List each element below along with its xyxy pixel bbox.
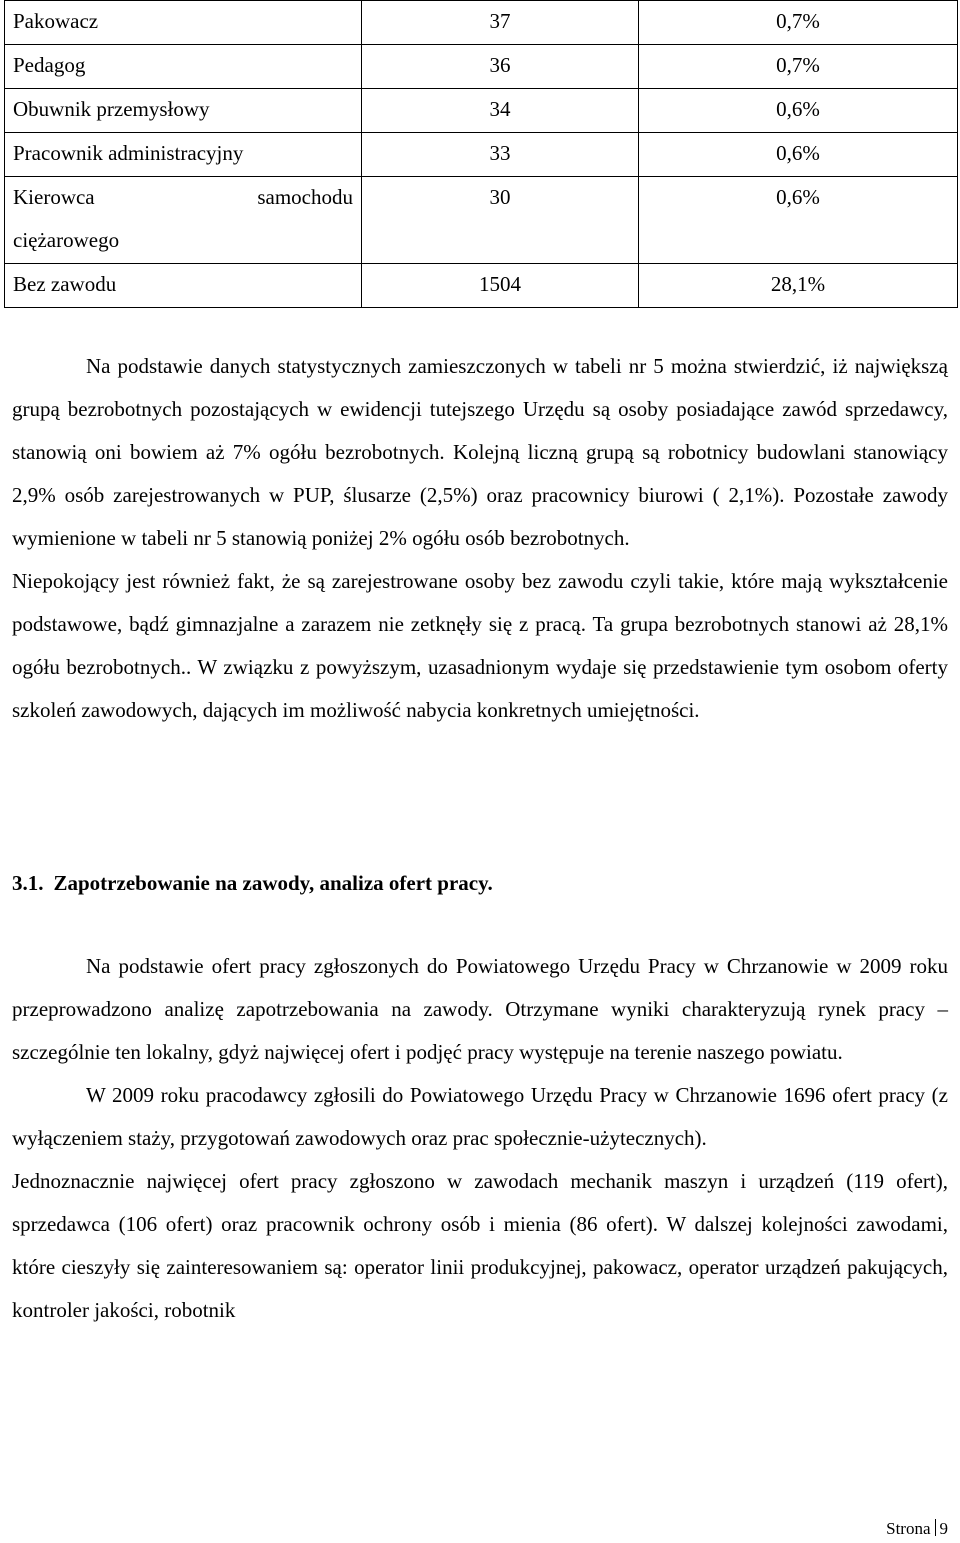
page-label: Strona [886, 1519, 931, 1538]
paragraph: Na podstawie danych statystycznych zamieszczonych w tabeli nr 5 można stwierdzić, iż największą grupą bezrobotnych pozostających w ewidencji tutejszego Urzędu są osoby posiadające zawód sprzedawcy, stanowią oni bowiem aż 7% ogółu bezrobotnych. Kolejną liczną grupą są robotnicy budowlani stanowiący 2,9% osób zarejestrowanych w PUP, ślusarze (2,5%) oraz pracownicy biurowi ( 2,1%). Pozostałe zawody wymienione w tabeli nr 5 stanowią poniżej 2% ogółu osób bezrobotnych. [12, 354, 948, 550]
paragraph: Jednoznacznie najwięcej ofert pracy zgłoszono w zawodach mechanik maszyn i urządzeń (119 ofert), sprzedawca (106 ofert) oraz pracownik ochrony osób i mienia (86 ofert). W dalszej kolejności zawodami, które cieszyły się zainteresowaniem są: operator linii produkcyjnej, pakowacz, operator urządzeń pakujących, kontroler jakości, robotnik [12, 1169, 948, 1322]
occupation-name: Obuwnik przemysłowy [5, 89, 362, 133]
table-row [5, 1, 958, 45]
occupation-percent: 28,1% [639, 264, 958, 308]
table-row [5, 133, 958, 177]
occupation-percent: 0,7% [639, 1, 958, 45]
section-number: 3.1. [12, 871, 44, 895]
occupation-percent: 0,7% [639, 45, 958, 89]
occupation-percent: 0,6% [639, 89, 958, 133]
occupation-table [4, 0, 958, 308]
footer-separator [935, 1519, 936, 1536]
occupation-count: 33 [362, 133, 639, 177]
occupation-name: Pakowacz [5, 1, 362, 45]
occupation-name: Pracownik administracyjny [5, 133, 362, 177]
page-number: 9 [939, 1519, 948, 1538]
occupation-count: 30 [362, 177, 639, 264]
occupation-name: Pedagog [5, 45, 362, 89]
paragraph: Na podstawie ofert pracy zgłoszonych do Powiatowego Urzędu Pracy w Chrzanowie w 2009 roku przeprowadzono analizę zapotrzebowania na zawody. Otrzymane wyniki charakteryzują rynek pracy – szczególnie ten lokalny, gdyż najwięcej ofert i podjęć pracy występuje na terenie naszego powiatu. [12, 954, 948, 1064]
table-row [5, 45, 958, 89]
occupation-name: Kierowca samochodu ciężarowego [5, 177, 362, 264]
page-footer [886, 1519, 948, 1539]
paragraph: Niepokojący jest również fakt, że są zarejestrowane osoby bez zawodu czyli takie, które mają wykształcenie podstawowe, bądź gimnazjalne a zarazem nie zetknęły się z pracą. Ta grupa bezrobotnych stanowi aż 28,1% ogółu bezrobotnych.. W związku z powyższym, uzasadnionym wydaje się przedstawienie tym osobom oferty szkoleń zawodowych, dających im możliwość nabycia konkretnych umiejętności. [12, 569, 948, 722]
occupation-percent: 0,6% [639, 133, 958, 177]
section-heading [12, 862, 493, 905]
table-row [5, 89, 958, 133]
analysis-text [12, 345, 948, 732]
occupation-name: Bez zawodu [5, 264, 362, 308]
occupation-count: 37 [362, 1, 639, 45]
occupation-count: 1504 [362, 264, 639, 308]
section-title: Zapotrzebowanie na zawody, analiza ofert pracy. [53, 871, 493, 895]
occupation-count: 36 [362, 45, 639, 89]
occupation-percent: 0,6% [639, 177, 958, 264]
table-row [5, 264, 958, 308]
occupation-count: 34 [362, 89, 639, 133]
offers-text [12, 945, 948, 1332]
table-row [5, 177, 958, 264]
paragraph: W 2009 roku pracodawcy zgłosili do Powiatowego Urzędu Pracy w Chrzanowie 1696 ofert pracy (z wyłączeniem staży, przygotowań zawodowych oraz prac społecznie-użytecznych). [12, 1083, 948, 1150]
